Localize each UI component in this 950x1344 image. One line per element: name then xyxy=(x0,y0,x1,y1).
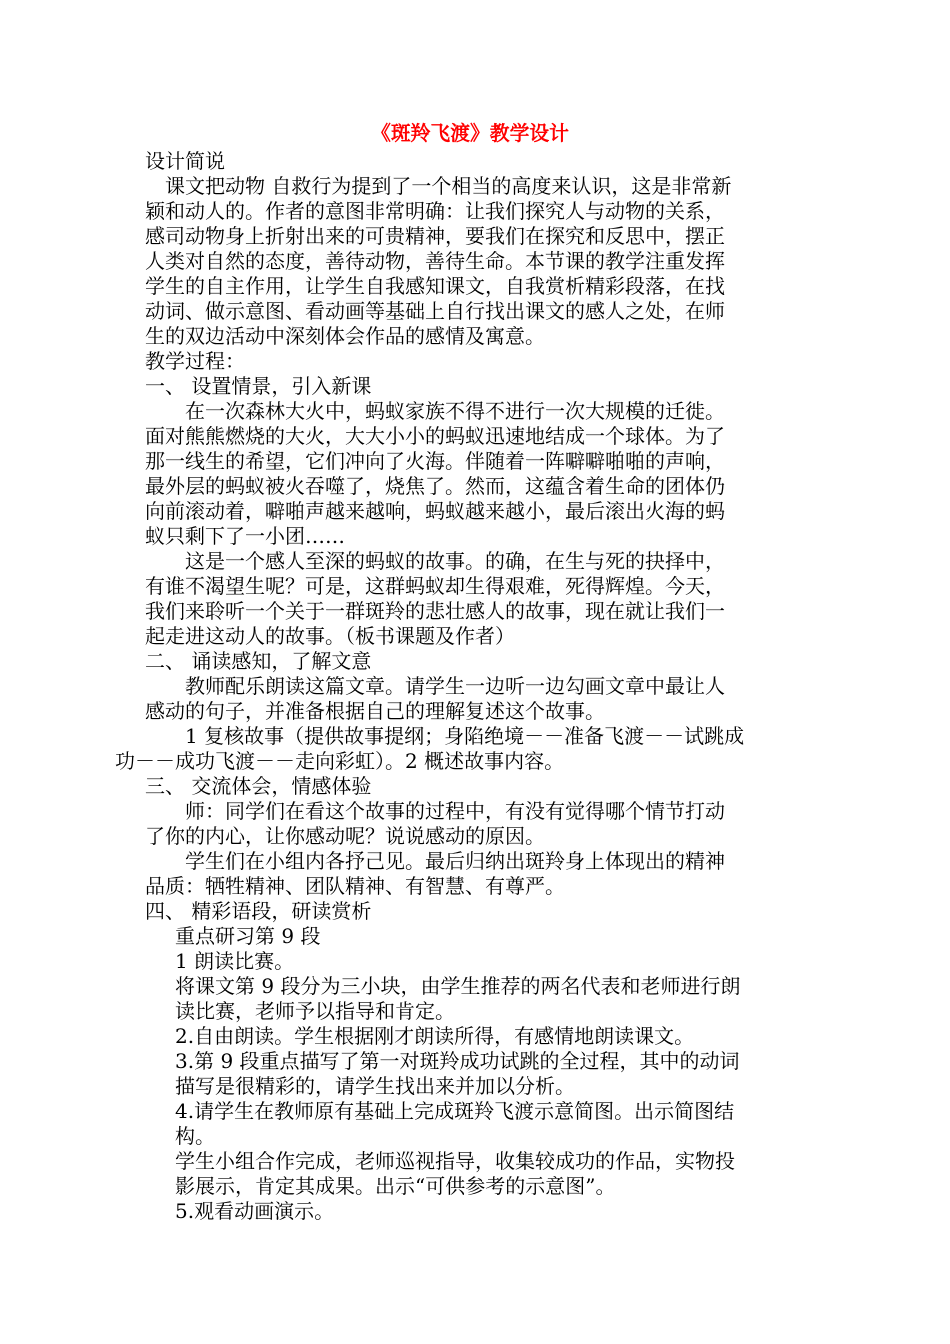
text-line: 教师配乐朗读这篇文章。请学生一边听一边勾画文章中最让人 xyxy=(185,674,725,698)
text-line: 生的双边活动中深刻体会作品的感情及寓意。 xyxy=(145,324,545,348)
text-line: 这是一个感人至深的蚂蚁的故事。的确，在生与死的抉择中， xyxy=(185,549,725,573)
text-line: 那一线生的希望，它们冲向了火海。伴随着一阵噼噼啪啪的声响， xyxy=(145,449,725,473)
text-line: 1 朗读比赛。 xyxy=(175,949,295,973)
section-heading: 教学过程： xyxy=(145,349,245,373)
text-line: 学生们在小组内各抒己见。最后归纳出斑羚身上体现出的精神 xyxy=(185,849,725,873)
text-line: 影展示，肯定其成果。出示“可供参考的示意图”。 xyxy=(175,1174,616,1198)
text-line: 品质：牺牲精神、团队精神、有智慧、有尊严。 xyxy=(145,874,565,898)
text-line: 4.请学生在教师原有基础上完成斑羚飞渡示意简图。出示简图结 xyxy=(175,1099,735,1123)
text-line: 学生小组合作完成，老师巡视指导，收集较成功的作品，实物投 xyxy=(175,1149,735,1173)
text-line: 将课文第 9 段分为三小块，由学生推荐的两名代表和老师进行朗 xyxy=(175,974,741,998)
text-line: 功－－成功飞渡－－走向彩虹）。2 概述故事内容。 xyxy=(115,749,565,773)
section-heading: 二、 诵读感知，了解文意 xyxy=(145,649,372,673)
text-line: 1 复核故事（提供故事提纲；身陷绝境－－准备飞渡－－试跳成 xyxy=(185,724,745,748)
text-line: 了你的内心，让你感动呢？说说感动的原因。 xyxy=(145,824,545,848)
section-heading: 三、 交流体会，情感体验 xyxy=(145,774,372,798)
section-heading: 四、 精彩语段，研读赏析 xyxy=(145,899,372,923)
text-line: 向前滚动着，噼啪声越来越响，蚂蚁越来越小，最后滚出火海的蚂 xyxy=(145,499,725,523)
text-line: 感动的句子，并准备根据自己的理解复述这个故事。 xyxy=(145,699,605,723)
text-line: 人类对自然的态度，善待动物，善待生命。本节课的教学注重发挥 xyxy=(145,249,725,273)
text-line: 在一次森林大火中，蚂蚁家族不得不进行一次大规模的迁徙。 xyxy=(185,399,725,423)
text-line: 师：同学们在看这个故事的过程中，有没有觉得哪个情节打动 xyxy=(185,799,725,823)
text-line: 蚁只剩下了一小团…… xyxy=(145,524,345,548)
text-line: 描写是很精彩的，请学生找出来并加以分析。 xyxy=(175,1074,575,1098)
text-line: 学生的自主作用，让学生自我感知课文，自我赏析精彩段落，在找 xyxy=(145,274,725,298)
text-line: 我们来聆听一个关于一群斑羚的悲壮感人的故事，现在就让我们一 xyxy=(145,599,725,623)
text-line: 最外层的蚂蚁被火吞噬了，烧焦了。然而，这蕴含着生命的团体仍 xyxy=(145,474,725,498)
text-line: 颖和动人的。作者的意图非常明确：让我们探究人与动物的关系， xyxy=(145,199,725,223)
section-heading: 一、 设置情景，引入新课 xyxy=(145,374,372,398)
text-line: 感司动物身上折射出来的可贵精神，要我们在探究和反思中，摆正 xyxy=(145,224,725,248)
text-line: 面对熊熊燃烧的大火，大大小小的蚂蚁迅速地结成一个球体。为了 xyxy=(145,424,725,448)
text-line: 起走进这动人的故事。（板书课题及作者） xyxy=(145,624,515,648)
text-line: 设计简说 xyxy=(145,149,225,173)
text-line: 构。 xyxy=(175,1124,215,1148)
document-title: 《斑羚飞渡》教学设计 xyxy=(371,121,569,145)
text-line: 读比赛，老师予以指导和肯定。 xyxy=(175,999,455,1023)
text-line: 3.第 9 段重点描写了第一对斑羚成功试跳的全过程，其中的动词 xyxy=(175,1049,740,1073)
text-line: 有谁不渴望生呢？可是，这群蚂蚁却生得艰难，死得辉煌。今天， xyxy=(145,574,725,598)
text-line: 动词、做示意图、看动画等基础上自行找出课文的感人之处，在师 xyxy=(145,299,725,323)
text-line: 重点研习第 9 段 xyxy=(175,924,321,948)
text-line: 课文把动物 自救行为提到了一个相当的高度来认识，这是非常新 xyxy=(165,174,732,198)
text-line: 2.自由朗读。学生根据刚才朗读所得，有感情地朗读课文。 xyxy=(175,1024,695,1048)
text-line: 5.观看动画演示。 xyxy=(175,1199,335,1223)
